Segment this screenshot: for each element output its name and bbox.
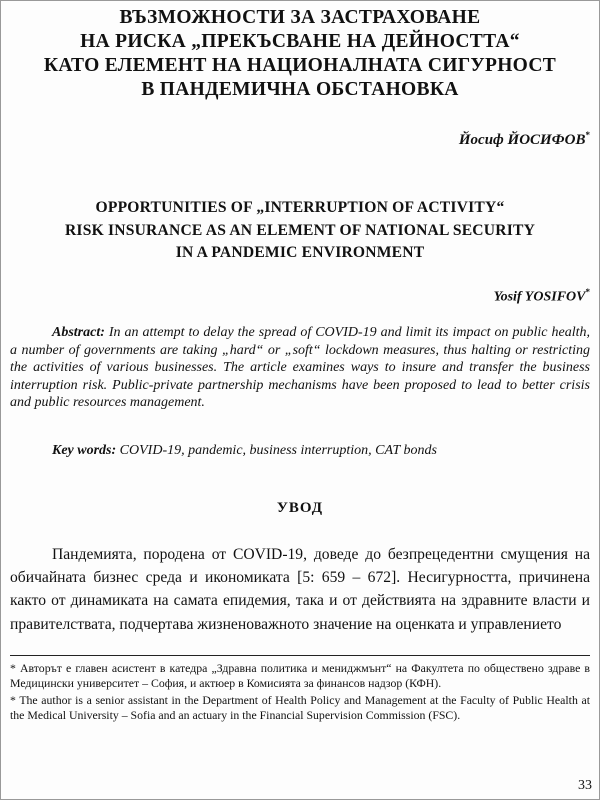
keywords (52, 443, 437, 459)
body-paragraph (10, 543, 590, 636)
title-bg-line: В ПАНДЕМИЧНА ОБСТАНОВКА (141, 79, 459, 100)
title-english (0, 197, 600, 265)
footnote-divider (10, 655, 590, 656)
abstract-text: In an attempt to delay the spread of COVID-19 and limit its impact on public health, a number of governments are taking „hard“ or „soft“ lockdown measures, thus halting or restricting the activities of various businesses. The article examines ways to insure and transfer the business interruption risk. Public-private partnership mechanisms have been proposed to lead to better crisis and public resources management. (10, 325, 590, 410)
author-bulgarian (459, 130, 590, 149)
author-en-name: Yosif YOSIFOV (493, 289, 586, 305)
abstract (10, 324, 590, 412)
section-heading: УВОД (276, 500, 324, 516)
title-bg-line: ВЪЗМОЖНОСТИ ЗА ЗАСТРАХОВАНЕ (119, 7, 481, 28)
title-bulgarian (0, 6, 600, 102)
title-en-line: RISK INSURANCE AS AN ELEMENT OF NATIONAL SECURITY (64, 221, 536, 239)
keywords-text: COVID-19, pandemic, business interruption, CAT bonds (119, 443, 438, 458)
body-paragraph-text: Пандемията, породена от COVID-19, доведе до безпрецедентни смущения на обичайната бизнес среда и икономиката [5: 659 – 672]. Несигурността, причинена както от динамиката на самата епидемия, така и от действията на здравните власти и правителствата, подчертава жизненоважното значение на оценката и управлението (10, 546, 590, 633)
author-bg-name: Йосиф ЙОСИФОВ (458, 132, 586, 148)
page-number: 33 (578, 778, 592, 793)
abstract-label: Abstract: (52, 325, 105, 340)
title-bg-line: НА РИСКА „ПРЕКЪСВАНЕ НА ДЕЙНОСТТА“ (80, 31, 520, 52)
keywords-label: Key words: (52, 443, 117, 458)
footnote-bulgarian: * Авторът е главен асистент в катедра „Здравна политика и мениджмънт“ на Факултета по обществено здраве в Медицински университет – София, и актюер в Комисията за финансов надзор (КФН). (10, 661, 590, 690)
author-english (494, 287, 590, 306)
author-footnote-mark: * (585, 287, 590, 297)
title-en-line: OPPORTUNITIES OF „INTERRUPTION OF ACTIVITY“ (95, 199, 505, 216)
title-en-line: IN A PANDEMIC ENVIRONMENT (175, 244, 425, 261)
footnotes (10, 661, 590, 723)
footnote-english: * The author is a senior assistant in the Department of Health Policy and Management at the Faculty of Public Health at the Medical University – Sofia and an actuary in the Financial Supervision Commission (FSC). (10, 693, 590, 722)
title-bg-line: КАТО ЕЛЕМЕНТ НА НАЦИОНАЛНАТА СИГУРНОСТ (43, 55, 557, 76)
author-footnote-mark: * (585, 130, 590, 140)
